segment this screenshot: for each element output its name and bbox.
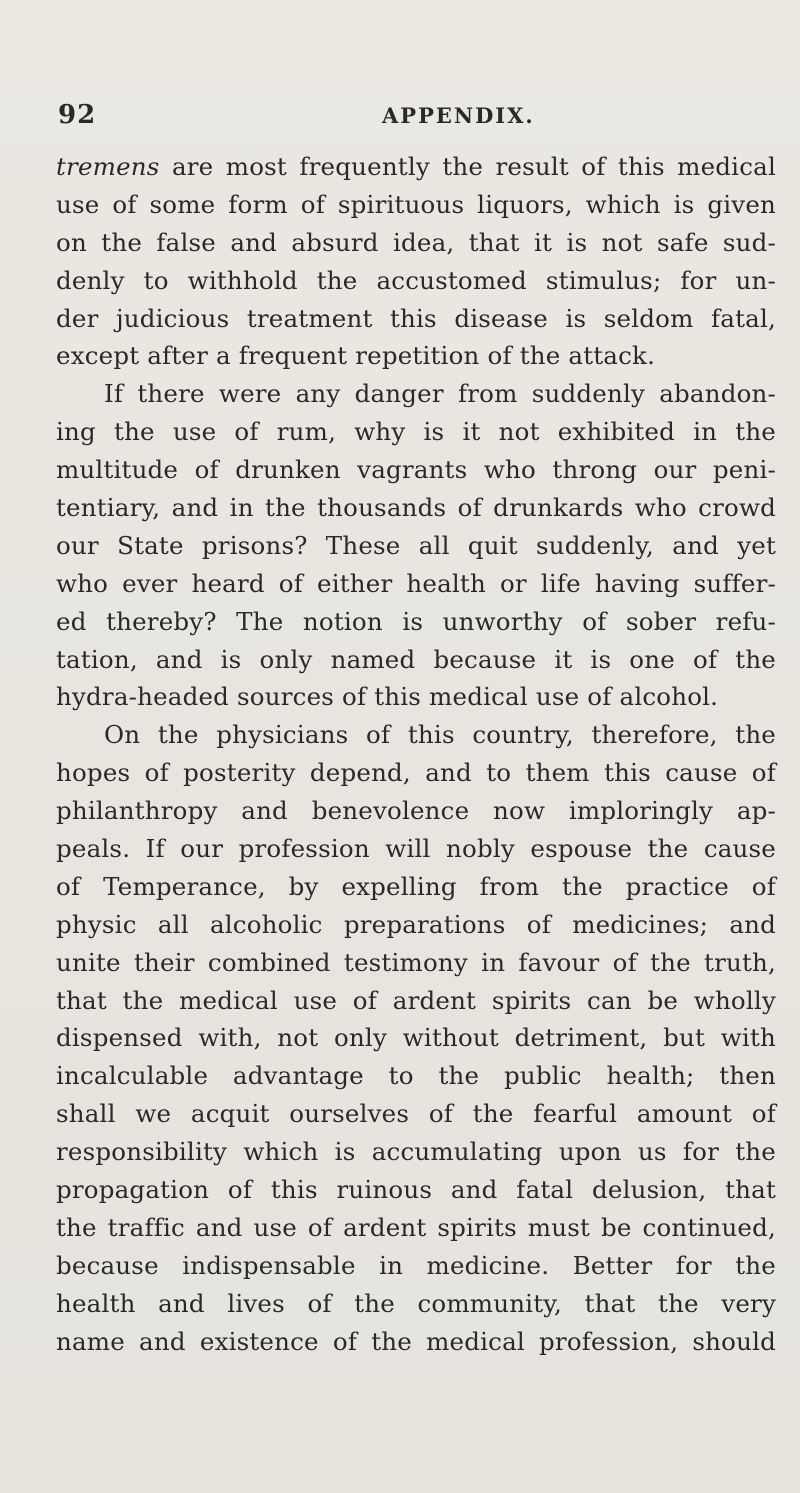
text-line: hopes of posterity depend, and to them this cause of [56, 758, 776, 788]
text-line: peals. If our profession will nobly espouse the cause [56, 834, 776, 864]
running-head [56, 100, 766, 140]
paragraph-end-line: hydra-headed sources of this medical use of alcohol. [56, 682, 719, 712]
body-text [56, 148, 776, 1361]
page-number: 92 [58, 100, 97, 130]
text-line: tremens are most frequently the result of this medical [56, 152, 776, 181]
italic-word: tremens [56, 152, 160, 181]
text-line: ing the use of rum, why is it not exhibited in the [56, 417, 776, 447]
running-title: APPENDIX. [382, 103, 535, 128]
text-line: der judicious treatment this disease is seldom fatal, [56, 303, 776, 333]
paragraph-start-line: On the physicians of this country, therefore, the [104, 720, 776, 750]
text-line: on the false and absurd idea, that it is not safe sud- [56, 227, 776, 257]
text-line: name and existence of the medical profession, should [56, 1326, 776, 1356]
text-line: tentiary, and in the thousands of drunkards who crowd [56, 493, 776, 523]
text-line: propagation of this ruinous and fatal delusion, that [56, 1175, 776, 1205]
text-line: that the medical use of ardent spirits can be wholly [56, 985, 776, 1015]
text-line: health and lives of the community, that the very [56, 1288, 776, 1318]
text-line: who ever heard of either health or life having suffer- [56, 568, 776, 598]
text-line: responsibility which is accumulating upon us for the [56, 1137, 776, 1167]
text-line: of Temperance, by expelling from the practice of [56, 871, 776, 901]
text-line: multitude of drunken vagrants who throng our peni- [56, 455, 776, 485]
text-line: the traffic and use of ardent spirits must be continued, [56, 1212, 776, 1242]
text-line: shall we acquit ourselves of the fearful amount of [56, 1099, 776, 1129]
text-line: physic all alcoholic preparations of medicines; and [56, 909, 776, 939]
text-line: tation, and is only named because it is one of the [56, 644, 776, 674]
text-line: incalculable advantage to the public health; then [56, 1061, 776, 1091]
paragraph-end-line: except after a frequent repetition of the attack. [56, 341, 656, 371]
text-line: our State prisons? These all quit suddenly, and yet [56, 530, 776, 560]
text-line: denly to withhold the accustomed stimulus; for un- [56, 265, 776, 295]
text-line: philanthropy and benevolence now imploringly ap- [56, 796, 776, 826]
paragraph-start-line: If there were any danger from suddenly abandon- [104, 379, 776, 409]
text-line: dispensed with, not only without detriment, but with [56, 1023, 776, 1053]
text-line: unite their combined testimony in favour of the truth, [56, 947, 776, 977]
text-line: ed thereby? The notion is unworthy of sober refu- [56, 606, 776, 636]
text-line: use of some form of spirituous liquors, which is given [56, 189, 776, 219]
text-line: because indispensable in medicine. Better for the [56, 1250, 776, 1280]
